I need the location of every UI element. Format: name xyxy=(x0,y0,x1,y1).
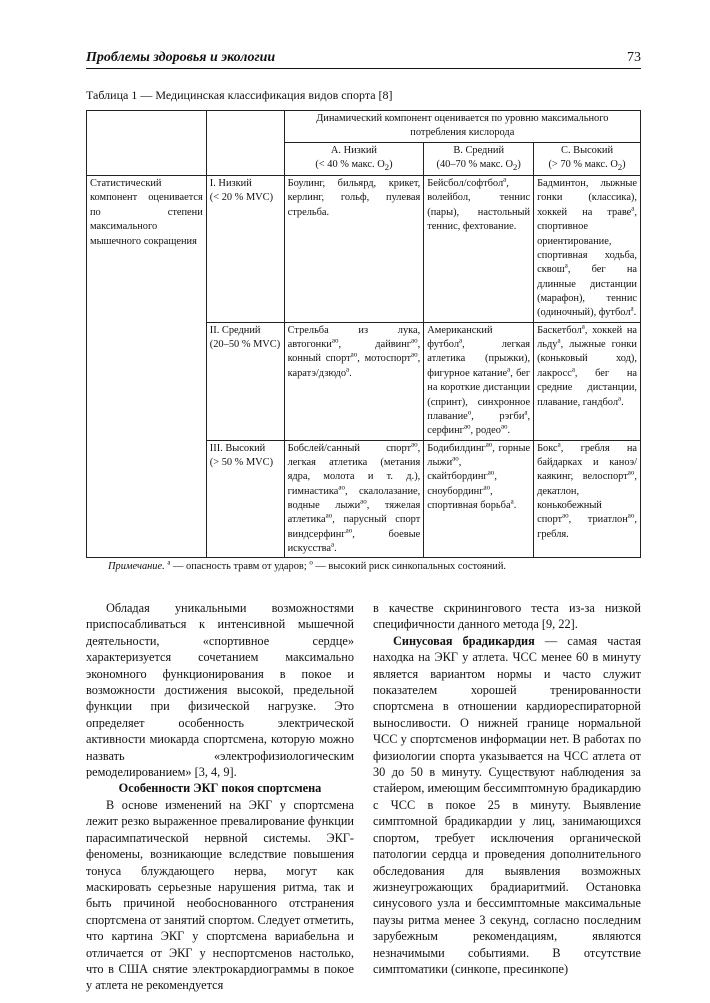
static-level-range: (20–50 % MVC) xyxy=(209,339,281,351)
risk-marker: ао xyxy=(487,468,495,477)
risk-marker: ао xyxy=(485,440,493,449)
risk-marker: а xyxy=(581,322,585,331)
risk-marker: ао xyxy=(325,511,333,520)
risk-marker: ао xyxy=(411,336,418,345)
risk-marker: ао xyxy=(452,454,459,463)
body-column-right xyxy=(373,600,641,977)
dyn-col-sub: 2 xyxy=(384,162,390,173)
paragraph: В основе изменений на ЭКГ у спортсмена лежит резко выраженное превалирование функции парасимпатической нервной системы. ЭКГ-феномены, возникающие вследствие повышения тонуса блуждающего нерва, могут как маскировать серьезные нарушения ритма, так и быть причиной необоснованного отстранения спортсмена от занятий спортом. Следует отметить, что картина ЭКГ у спортсмена вариабельна и отличается от ЭКГ у неспортсменов настолько, что в США снятие электрокардиограммы в покое у атлета не рекомендуется xyxy=(86,797,354,993)
table-row-low xyxy=(87,176,641,323)
static-level-range: (< 20 % MVC) xyxy=(209,192,274,204)
sports-cell: Бадминтон, лыжные гонки (классика), хоккей на траве$^а$, спортивное ориентирование, спортивная ходьба, сквош$^а$, бег на длинные дистанции (марафон), теннис (одиночный), футбол$^а$. xyxy=(534,176,641,323)
risk-marker: а xyxy=(557,440,561,449)
risk-marker: а xyxy=(524,408,528,417)
risk-marker: а xyxy=(631,204,635,213)
paragraph: Обладая уникальными возможностями приспосабливаться к интенсивной мышечной деятельности, «спортивное сердце» характеризуется сочетанием максимально экономного функционирования в покое и возможности достижения высокой, предельной функции при физической нагрузке. Это определяет особенность электрической активности миокарда спортсмена, которую можно назвать «электрофизиологическим ремоделированием» [3, 4, 9]. xyxy=(86,601,354,780)
risk-marker: а xyxy=(510,497,514,506)
dyn-col-sub: 2 xyxy=(513,162,518,173)
risk-marker: а xyxy=(618,394,622,403)
risk-marker: ао xyxy=(345,526,353,535)
sports-cell: Бейсбол/софтбол$^а$, волейбол, теннис (пары), настольный теннис, фехтование. xyxy=(424,176,534,323)
note-mark-o: о xyxy=(309,558,313,567)
dyn-col-header-a xyxy=(284,142,424,175)
sports-cell: Баскетбол$^а$, хоккей на льду$^а$, лыжные гонки (коньковый ход), лакросс$^а$, бег на средние дистанции, плавание, гандбол$^а$. xyxy=(534,322,641,440)
risk-marker: ао xyxy=(483,483,491,492)
note-mark-a: а xyxy=(167,558,171,567)
page-number: 73 xyxy=(627,50,641,65)
dyn-col-range: (> 70 % макс. О xyxy=(548,159,618,171)
static-level-cell xyxy=(206,440,284,558)
body-column-left xyxy=(86,600,354,994)
risk-marker: о xyxy=(467,408,472,417)
risk-marker: а xyxy=(507,365,511,374)
risk-marker: ао xyxy=(562,511,569,520)
risk-marker: ао xyxy=(463,422,471,431)
corner-cell-2 xyxy=(206,111,284,176)
note-label: Примечание. xyxy=(108,561,165,572)
risk-marker: а xyxy=(564,261,568,270)
paragraph-text: — самая частая находка на ЭКГ у атлета. ЧСС менее 60 в минуту является вариантом нормы и часто служит показателем хорошей тренированности спортсмена в отношении кардиореспираторной выносливости. О нижней границе нормальной ЧСС у спортсменов информации нет. В работах по физиологии спорта указывается на ЧСС атлета от 30 до 50 в минуту. Существуют наблюдения за стайером, имеющим бессимптомную брадикардию с ЧСС в покое 25 в минуту. Выявление симптомной брадикардии у лиц, занимающихся спортом, требует исключения органической патологии сердца и проведения дополнительного обследования для выявления возможных жизнеугрожающих брадиаритмий. Остановка синусового узла и бессимптомные максимальные паузы ритма менее 3 секунд, согласно последним зарубежным рекомендациям, являются незначимыми событиями. В отсутствие симптоматики (синкопе, пресинкопе) xyxy=(373,633,642,976)
static-component-label: Статистический компонент оценивается по степени максимального мышечного сокращения xyxy=(87,176,207,558)
table-note xyxy=(108,558,506,572)
table-header-row-1 xyxy=(87,111,641,143)
term-bold: Синусовая брадикардия xyxy=(393,633,535,648)
dyn-col-range: (< 40 % макс. О xyxy=(315,159,385,171)
risk-marker: ао xyxy=(338,483,346,492)
risk-marker: а xyxy=(557,336,561,345)
sports-cell: Бобслей/санный спорт$^{ао}$, легкая атлетика (метания ядра, молота и т. д.), гимнастика$^{ао}$, скалолазание, водные лыжи$^{ао}$, тяжелая атлетика$^{ао}$, парусный спорт виндсерфинг$^{ао}$, боевые искусства$^а$. xyxy=(284,440,424,558)
dyn-col-label: А. Низкий xyxy=(330,144,377,156)
dynamic-component-header: Динамический компонент оценивается по уровню максимального потребления кислорода xyxy=(284,111,640,143)
dyn-col-label: С. Высокий xyxy=(561,144,614,156)
risk-marker: ао xyxy=(411,350,418,359)
running-header xyxy=(86,50,641,70)
dyn-col-tail: ) xyxy=(517,159,521,171)
risk-marker: ао xyxy=(360,497,367,506)
classification-table xyxy=(86,110,641,558)
risk-marker: ао xyxy=(331,336,339,345)
section-heading: Особенности ЭКГ покоя спортсмена xyxy=(118,781,322,796)
static-level-label: III. Высокий xyxy=(209,442,266,454)
paragraph: в качестве скринингового теста из-за низкой специфичности данного метода [9, 22]. xyxy=(373,601,641,632)
sports-cell: Бокс$^а$, гребля на байдарках и каноэ/каякинг, велоспорт$^{ао}$, декатлон, конькобежный спорт$^{ао}$, триатлон$^{ао}$, гребля. xyxy=(534,440,641,558)
static-level-label: I. Низкий xyxy=(209,178,252,190)
static-level-cell xyxy=(206,176,284,323)
risk-marker: а xyxy=(503,175,507,184)
risk-marker: ао xyxy=(500,422,508,431)
risk-marker: ао xyxy=(627,468,635,477)
dyn-col-tail: ) xyxy=(622,159,626,171)
sports-cell: Американский футбол$^а$, легкая атлетика (прыжки), фигурное катание$^а$, бег на короткие дистанции (спринт), синхронное плавание$^о$, рэгби$^а$, серфинг$^{ао}$, родео$^{ао}$. xyxy=(424,322,534,440)
dyn-col-range: (40–70 % макс. О xyxy=(436,159,514,171)
risk-marker: ао xyxy=(627,511,635,520)
risk-marker: а xyxy=(331,540,335,549)
dyn-col-header-b xyxy=(424,142,534,175)
static-level-range: (> 50 % MVC) xyxy=(209,456,274,468)
static-level-cell xyxy=(206,322,284,440)
risk-marker: а xyxy=(459,336,463,345)
header-rule xyxy=(86,68,641,69)
dyn-col-tail: ) xyxy=(389,159,393,171)
risk-marker: а xyxy=(571,365,575,374)
risk-marker: а xyxy=(346,365,350,374)
risk-marker: а xyxy=(630,304,634,313)
dyn-col-label: В. Средний xyxy=(453,144,505,156)
table-caption: Таблица 1 — Медицинская классификация видов спорта [8] xyxy=(86,88,393,102)
dyn-col-header-c xyxy=(534,142,641,175)
note-text-o: — высокий риск синкопальных состояний. xyxy=(312,561,506,572)
note-text-a: — опасность травм от ударов; xyxy=(170,561,310,572)
corner-cell xyxy=(87,111,207,176)
risk-marker: ао xyxy=(411,440,418,449)
risk-marker: ао xyxy=(350,350,358,359)
journal-title: Проблемы здоровья и экологии xyxy=(86,50,276,65)
sports-cell: Стрельба из лука, автогонки$^{ао}$, дайвинг$^{ао}$, конный спорт$^{ао}$, мотоспорт$^{ао}$, каратэ/дзюдо$^а$. xyxy=(284,322,424,440)
sports-cell: Боулинг, бильярд, крикет, керлинг, гольф, пулевая стрельба. xyxy=(284,176,424,323)
paragraph xyxy=(373,633,641,978)
sports-cell: Бодибилдинг$^{ао}$, горные лыжи$^{ао}$, скайтбординг$^{ао}$, сноубординг$^{ао}$, спортивная борьба$^а$. xyxy=(424,440,534,558)
dyn-col-sub: 2 xyxy=(617,162,623,173)
static-level-label: II. Средний xyxy=(209,324,261,336)
